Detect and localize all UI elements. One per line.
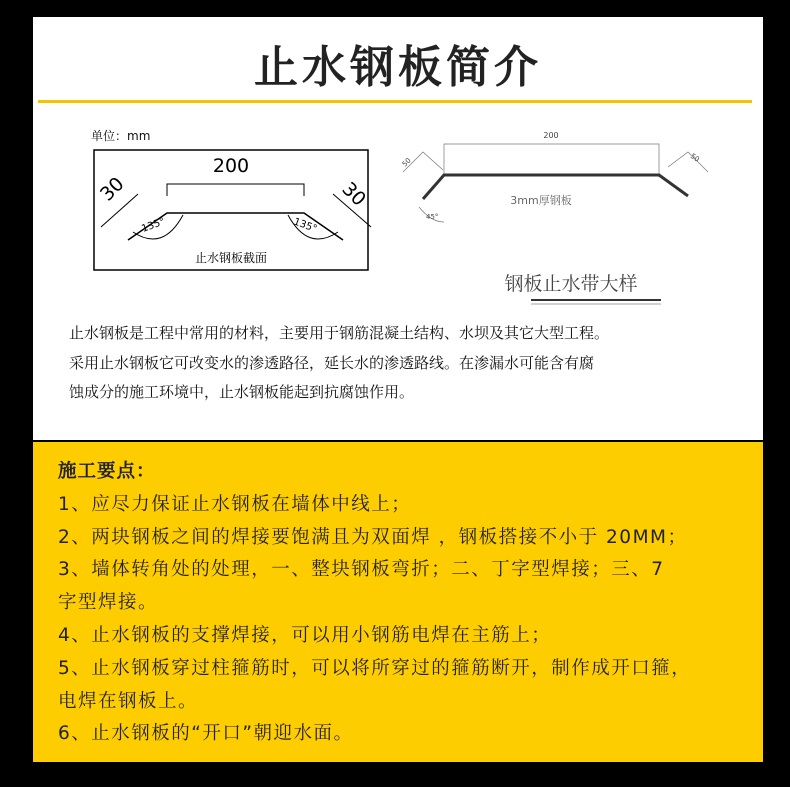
page-title: 止水钢板简介 [254,42,542,93]
plate-label: 3mm厚钢板 [510,194,572,207]
intro-panel [33,17,763,440]
left-dimension: 30 [95,172,129,206]
intro-line: 止水钢板是工程中常用的材料，主要用于钢筋混凝土结构、水坝及其它大型工程。 [69,324,610,342]
intro-text [69,319,749,408]
right-dimension: 30 [337,177,371,211]
unit-label: 单位：mm [91,129,151,143]
section-caption: 止水钢板截面 [194,251,268,265]
section-diagram [83,112,383,292]
detail-caption: 钢板止水带大样 [504,273,638,295]
construction-line: 5、止水钢板穿过柱箍筋时，可以将所穿过的箍筋断开，制作成开口箍， [58,657,692,679]
construction-line: 1、应尽力保证止水钢板在墙体中线上； [58,493,412,515]
left-angle: 135° [140,216,167,235]
top-dimension: 200 [212,155,250,177]
detail-angle: 45° [426,213,439,221]
construction-line: 6、止水钢板的“开口”朝迎水面。 [58,723,354,745]
intro-line: 蚀成分的施工环境中，止水钢板能起到抗腐蚀作用。 [69,383,415,401]
detail-left-dimension: 50 [400,156,413,169]
construction-line: 电焊在钢板上。 [58,690,199,712]
construction-line: 3、墙体转角处的处理，一、整块钢板弯折；二、丁字型焊接；三、7 [58,559,665,581]
intro-line: 采用止水钢板它可改变水的渗透路径，延长水的渗透路线。在渗漏水可能含有腐 [69,353,595,372]
detail-diagram [383,122,723,307]
construction-line: 2、两块钢板之间的焊接要饱满且为双面焊 ，钢板搭接不小于 20MM； [58,526,688,548]
title-underline [38,100,752,103]
detail-top-dimension: 200 [543,131,559,140]
construction-line: 4、止水钢板的支撑焊接，可以用小钢筋电焊在主筋上； [58,624,552,646]
right-angle: 135° [291,216,319,236]
construction-panel [33,442,763,762]
construction-heading: 施工要点： [58,461,156,482]
detail-right-dimension: 50 [688,152,701,164]
construction-line: 字型焊接。 [58,592,159,614]
